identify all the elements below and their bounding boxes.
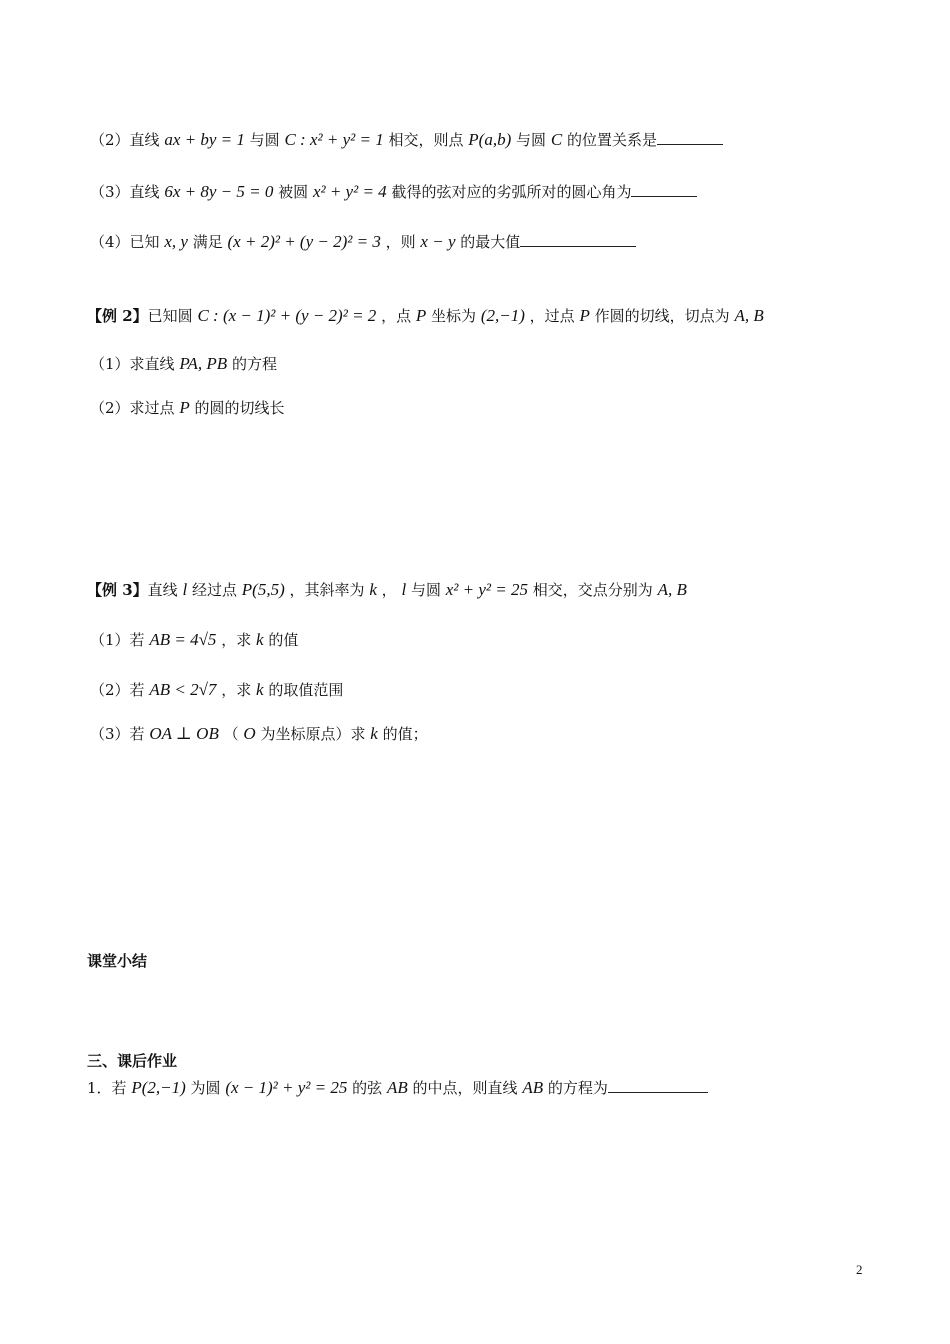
- homework-heading: 三、课后作业: [87, 1052, 178, 1070]
- example-2: 【例 2】已知圆 C : (x − 1)² + (y − 2)² = 2 ，点 P 坐标为 (2,−1) ，过点 P 作圆的切线，切点为 A, B: [87, 306, 764, 325]
- example-3-title: 【例 3】: [87, 581, 148, 599]
- example-3-q3: （3）若 OA ⊥ OB （ O 为坐标原点）求 k 的值；: [90, 724, 428, 743]
- question-3: （3）直线 6x + 8y − 5 = 0 被圆 x² + y² = 4 截得的弦对应的劣弧所对的圆心角为: [90, 182, 697, 202]
- example-3-q2: （2）若 AB < 2√7 ，求 k 的取值范围: [90, 680, 344, 699]
- question-4: （4）已知 x, y 满足 (x + 2)² + (y − 2)² = 3 ，则 x − y 的最大值: [90, 232, 636, 252]
- example-3-q1: （1）若 AB = 4√5 ，求 k 的值: [90, 630, 299, 649]
- answer-blank[interactable]: [608, 1078, 708, 1093]
- example-2-title: 【例 2】: [87, 307, 148, 325]
- example-3: 【例 3】直线 l 经过点 P(5,5) ，其斜率为 k ， l 与圆 x² + y² = 25 相交，交点分别为 A, B: [87, 580, 687, 599]
- homework-1: 1．若 P(2,−1) 为圆 (x − 1)² + y² = 25 的弦 AB 的中点，则直线 AB 的方程为: [87, 1078, 708, 1098]
- summary-heading: 课堂小结: [87, 952, 148, 970]
- math-line-eq: ax + by = 1: [164, 130, 245, 149]
- answer-blank[interactable]: [631, 182, 697, 197]
- question-2: （2）直线 ax + by = 1 与圆 C : x² + y² = 1 相交，则点 P(a,b) 与圆 C 的位置关系是: [90, 130, 723, 150]
- answer-blank[interactable]: [657, 130, 723, 145]
- answer-blank[interactable]: [520, 232, 636, 247]
- math-circle-eq: C : x² + y² = 1: [284, 130, 384, 149]
- page-number: 2: [856, 1262, 863, 1277]
- example-2-q1: （1）求直线 PA, PB 的方程: [90, 354, 277, 373]
- example-2-q2: （2）求过点 P 的圆的切线长: [90, 398, 285, 417]
